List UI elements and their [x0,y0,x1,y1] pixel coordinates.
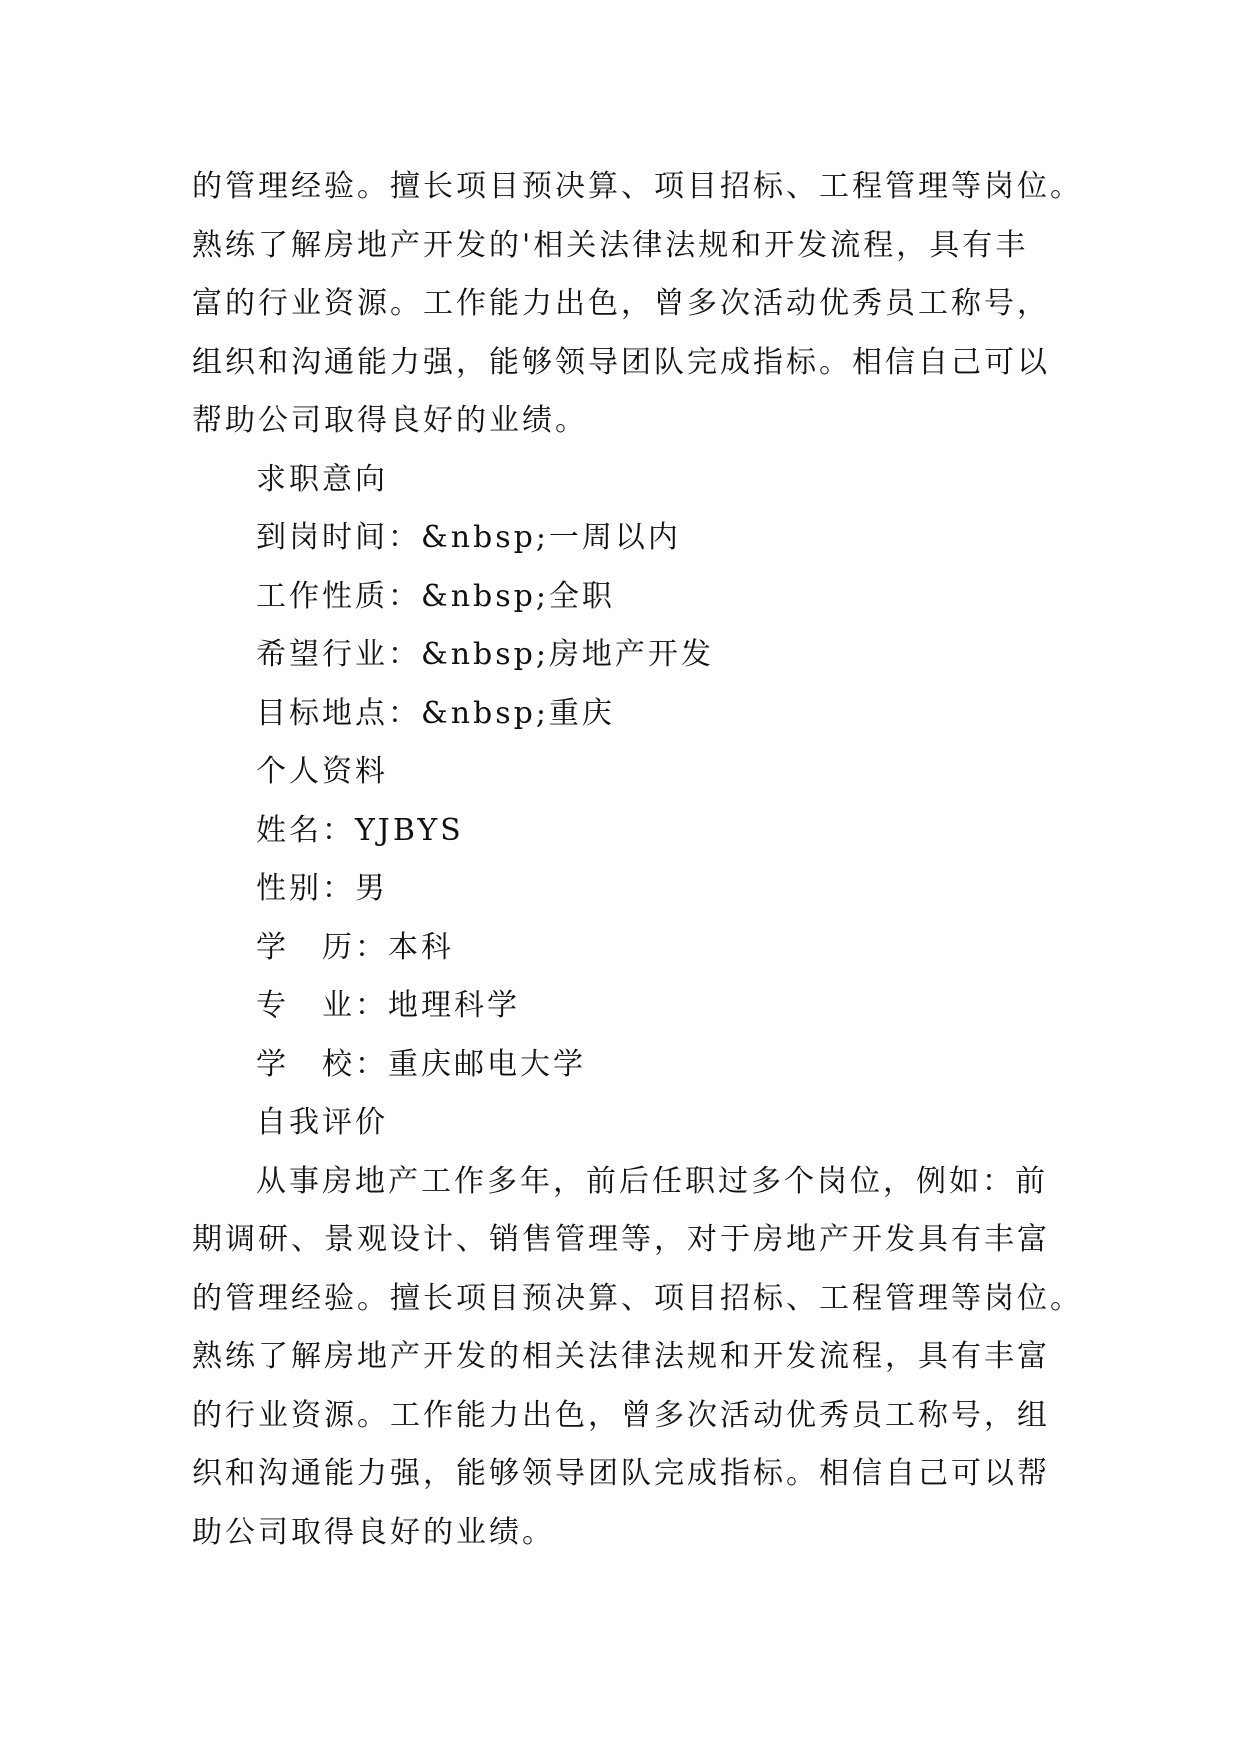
self-evaluation-line: 从事房地产工作多年，前后任职过多个岗位，例如：前 [256,1163,1048,1199]
arrival-time: 到岗时间：&nbsp;一周以内 [256,520,681,555]
intro-line: 帮助公司取得良好的业绩。 [192,403,588,438]
document-body [192,158,1083,1562]
self-evaluation-paragraph [192,1153,1083,1563]
self-evaluation-heading: 自我评价 [256,1105,388,1140]
self-evaluation-line: 熟练了解房地产开发的相关法律法规和开发流程，具有丰富 [192,1339,1050,1374]
major-field: 专 业：地理科学 [256,988,520,1023]
intro-line: 组织和沟通能力强，能够领导团队完成指标。相信自己可以 [192,344,1050,380]
intro-line: 熟练了解房地产开发的'相关法律法规和开发流程，具有丰 [192,227,1029,263]
intro-line: 的管理经验。擅长项目预决算、项目招标、工程管理等岗位。 [192,169,1083,204]
school-field: 学 校：重庆邮电大学 [256,1046,586,1082]
intro-line: 富的行业资源。工作能力出色，曾多次活动优秀员工称号， [192,286,1050,321]
job-type: 工作性质：&nbsp;全职 [256,578,615,614]
target-location: 目标地点：&nbsp;重庆 [256,695,615,731]
intro-paragraph [192,158,1083,451]
self-evaluation-line: 的行业资源。工作能力出色，曾多次活动优秀员工称号，组 [192,1397,1050,1433]
self-evaluation-heading-block [192,1094,1072,1153]
self-evaluation-line: 期调研、景观设计、销售管理等，对于房地产开发具有丰富 [192,1222,1050,1257]
self-evaluation-line: 助公司取得良好的业绩。 [192,1514,555,1550]
name-field: 姓名：YJBYS [256,812,464,848]
gender-field: 性别：男 [256,871,388,906]
personal-info-heading: 个人资料 [256,754,388,789]
personal-info-section [192,743,1072,1094]
job-intention-heading: 求职意向 [256,461,388,497]
desired-industry: 希望行业：&nbsp;房地产开发 [256,637,714,672]
job-intention-section [192,451,1072,744]
self-evaluation-line: 织和沟通能力强，能够领导团队完成指标。相信自己可以帮 [192,1456,1050,1491]
self-evaluation-line: 的管理经验。擅长项目预决算、项目招标、工程管理等岗位。 [192,1280,1083,1316]
education-field: 学 历：本科 [256,929,454,965]
